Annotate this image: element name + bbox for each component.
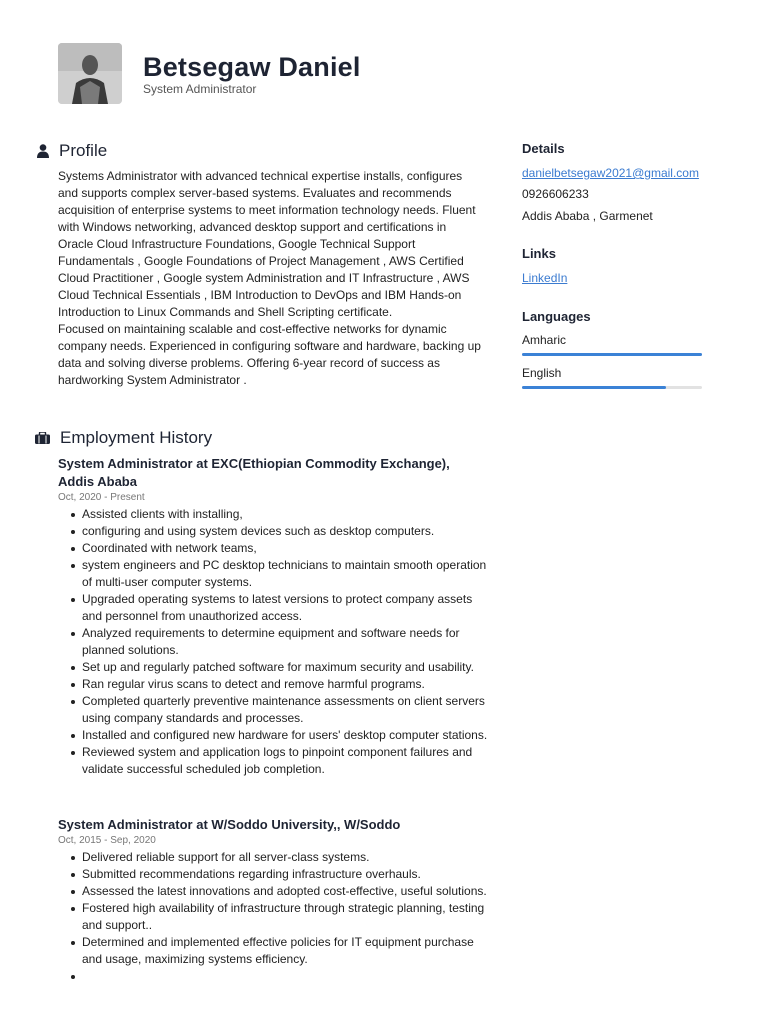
linkedin-link[interactable]: LinkedIn xyxy=(522,271,568,285)
profile-paragraph: Focused on maintaining scalable and cost-effective networks for dynamic company needs. Experienced in configuring software and hardware, backing up data and solving diverse problems. Offering 6-year record of success as hardworking System Administrator . xyxy=(58,322,481,387)
list-item xyxy=(82,968,488,985)
language-name: English xyxy=(522,366,562,380)
list-item: Assessed the latest innovations and adopted cost-effective, useful solutions. xyxy=(82,884,487,898)
list-item: Analyzed requirements to determine equipment and software needs for planned solutions. xyxy=(82,625,488,659)
list-item: Coordinated with network teams, xyxy=(82,540,488,557)
profile-heading-label: Profile xyxy=(59,141,108,160)
phone-number: 0926606233 xyxy=(522,187,589,201)
language-level-fill xyxy=(522,386,666,389)
language-level-bar xyxy=(522,386,702,389)
list-item: Reviewed system and application logs to pinpoint component failures and validate successful scheduled job completion. xyxy=(82,744,488,778)
list-item: Determined and implemented effective policies for IT equipment purchase and usage, maximizing systems efficiency. xyxy=(82,934,488,968)
language-level-fill xyxy=(522,353,702,356)
details-heading: Details xyxy=(522,141,565,156)
job-entry xyxy=(58,816,488,985)
profile-summary xyxy=(58,168,483,389)
languages-heading: Languages xyxy=(522,309,591,324)
language-name: Amharic xyxy=(522,333,567,347)
list-item: Fostered high availability of infrastructure through strategic planning, testing and support.. xyxy=(82,900,488,934)
profile-paragraph: Systems Administrator with advanced technical expertise installs, configures and supports complex server-based systems. Evaluates and recommends acquisition of enterprise systems to meet information technology needs. Fluent with Windows networking, advanced desktop support and certifications in Oracle Cloud Infrastructure Foundations, Google Technical Support Fundamentals , Google Foundations of Project Management , AWS Certified Cloud Practitioner , Google system Administration and IT Infrastructure , AWS Cloud Technical Essentials , IBM Introduction to DevOps and IBM Hands-on Introduction to Linux Commands and Shell Scripting certificate. xyxy=(58,169,476,319)
employment-heading xyxy=(35,428,212,448)
employment-heading-label: Employment History xyxy=(60,428,213,447)
job-bullets xyxy=(58,506,488,778)
briefcase-icon xyxy=(35,432,50,444)
job-title: System Administrator at W/Soddo University,, W/Soddo xyxy=(58,817,401,832)
email-link[interactable]: danielbetsegaw2021@gmail.com xyxy=(522,166,699,180)
job-title: System Administrator at EXC(Ethiopian Commodity Exchange), Addis Ababa xyxy=(58,456,450,489)
links-heading: Links xyxy=(522,246,556,261)
job-date: Oct, 2020 - Present xyxy=(58,492,145,503)
job-entry xyxy=(58,455,488,778)
list-item: Completed quarterly preventive maintenance assessments on client servers using company standards and processes. xyxy=(82,693,488,727)
list-item: system engineers and PC desktop technicians to maintain smooth operation of multi-user computer systems. xyxy=(82,558,487,589)
list-item: Set up and regularly patched software for maximum security and usability. xyxy=(82,659,488,676)
list-item: Assisted clients with installing, xyxy=(82,506,488,523)
candidate-name: Betsegaw Daniel xyxy=(143,52,361,82)
location: Addis Ababa , Garmenet xyxy=(522,209,653,223)
profile-photo xyxy=(58,43,122,104)
list-item: Upgraded operating systems to latest versions to protect company assets and personnel from unauthorized access. xyxy=(82,591,488,625)
profile-heading xyxy=(37,141,107,161)
candidate-title: System Administrator xyxy=(143,82,257,96)
language-level-bar xyxy=(522,353,702,356)
job-bullets xyxy=(58,849,488,985)
list-item: Delivered reliable support for all server-class systems. xyxy=(82,849,488,866)
list-item: Submitted recommendations regarding infrastructure overhauls. xyxy=(82,866,488,883)
list-item: configuring and using system devices such as desktop computers. xyxy=(82,523,488,540)
list-item: Installed and configured new hardware for users' desktop computer stations. xyxy=(82,728,488,742)
job-date: Oct, 2015 - Sep, 2020 xyxy=(58,835,156,846)
person-icon xyxy=(37,144,49,158)
list-item: Ran regular virus scans to detect and remove harmful programs. xyxy=(82,676,488,693)
